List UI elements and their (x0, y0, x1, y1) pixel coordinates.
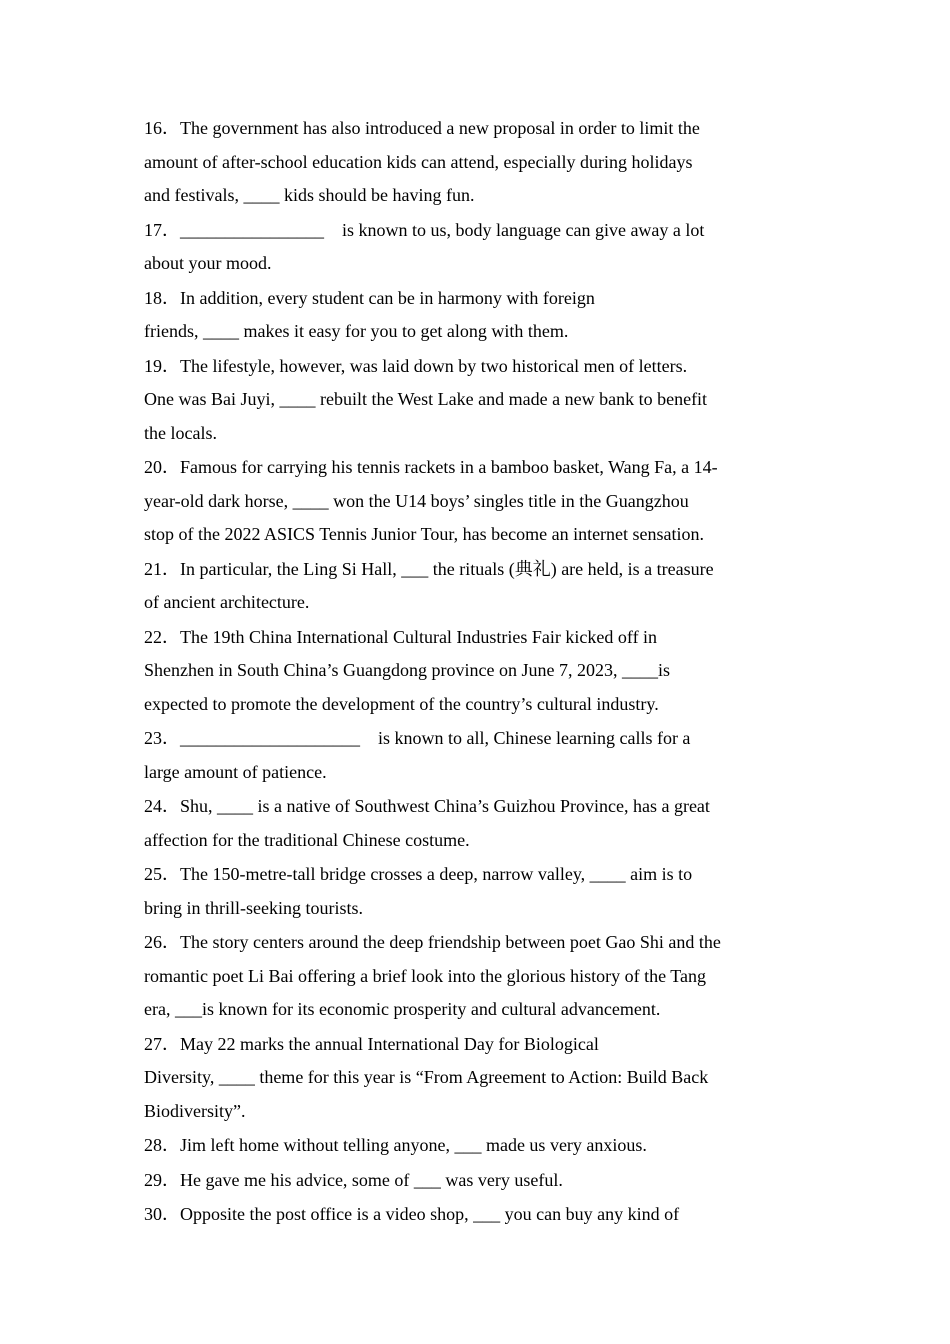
q28-line-1: 28．Jim left home without telling anyone, ___ made us very anxious. (144, 1135, 647, 1155)
q27-line-3: Biodiversity”. (144, 1100, 246, 1121)
q22-line-2: Shenzhen in South China’s Guangdong province on June 7, 2023, ____is (144, 660, 670, 680)
q27-line-2: Diversity, ____ theme for this year is “From Agreement to Action: Build Back (144, 1067, 709, 1087)
q23-line-1: 23．____________________ is known to all, Chinese learning calls for a (144, 728, 691, 748)
q24-line-2: affection for the traditional Chinese costume. (144, 829, 470, 850)
q22-line-1: 22．The 19th China International Cultural Industries Fair kicked off in (144, 626, 658, 647)
q16-line-1: 16．The government has also introduced a new proposal in order to limit the (144, 118, 700, 138)
q26-line-1: 26．The story centers around the deep friendship between poet Gao Shi and the (144, 932, 721, 952)
q25-line-1: 25．The 150-metre-tall bridge crosses a deep, narrow valley, ____ aim is to (144, 864, 693, 884)
q19-line-1: 19．The lifestyle, however, was laid down by two historical men of letters. (144, 355, 688, 376)
q17-line-2: about your mood. (144, 253, 272, 273)
q24-line-1: 24．Shu, ____ is a native of Southwest China’s Guizhou Province, has a great (144, 796, 710, 816)
worksheet-page (144, 112, 808, 1232)
q21-line-2: of ancient architecture. (144, 592, 310, 612)
q19-line-2: One was Bai Juyi, ____ rebuilt the West Lake and made a new bank to benefit (144, 389, 708, 409)
q23-line-2: large amount of patience. (144, 761, 327, 782)
q18-line-1: 18．In addition, every student can be in harmony with foreign (144, 287, 595, 308)
q18-line-2: friends, ____ makes it easy for you to get along with them. (144, 321, 569, 341)
q21-line-1: 21．In particular, the Ling Si Hall, ___ the rituals (典礼) are held, is a treasure (144, 558, 714, 579)
q22-line-3: expected to promote the development of the country’s cultural industry. (144, 693, 659, 714)
q25-line-2: bring in thrill-seeking tourists. (144, 897, 363, 918)
q20-line-3: stop of the 2022 ASICS Tennis Junior Tour, has become an internet sensation. (144, 524, 705, 544)
q16-line-3: and festivals, ____ kids should be having fun. (144, 185, 475, 205)
q20-line-1: 20．Famous for carrying his tennis rackets in a bamboo basket, Wang Fa, a 14- (144, 457, 718, 477)
q26-line-3: era, ___is known for its economic prosperity and cultural advancement. (144, 999, 661, 1019)
q27-line-1: 27．May 22 marks the annual International Day for Biological (144, 1033, 599, 1054)
q29-line-1: 29．He gave me his advice, some of ___ was very useful. (144, 1169, 563, 1190)
q16-line-2: amount of after-school education kids can attend, especially during holidays (144, 151, 693, 172)
q17-line-1: 17．________________ is known to us, body language can give away a lot (144, 219, 705, 240)
q19-line-3: the locals. (144, 422, 217, 443)
q26-line-2: romantic poet Li Bai offering a brief look into the glorious history of the Tang (144, 965, 706, 986)
q20-line-2: year-old dark horse, ____ won the U14 boys’ singles title in the Guangzhou (144, 490, 689, 511)
q30-line-1: 30．Opposite the post office is a video shop, ___ you can buy any kind of (144, 1204, 680, 1224)
